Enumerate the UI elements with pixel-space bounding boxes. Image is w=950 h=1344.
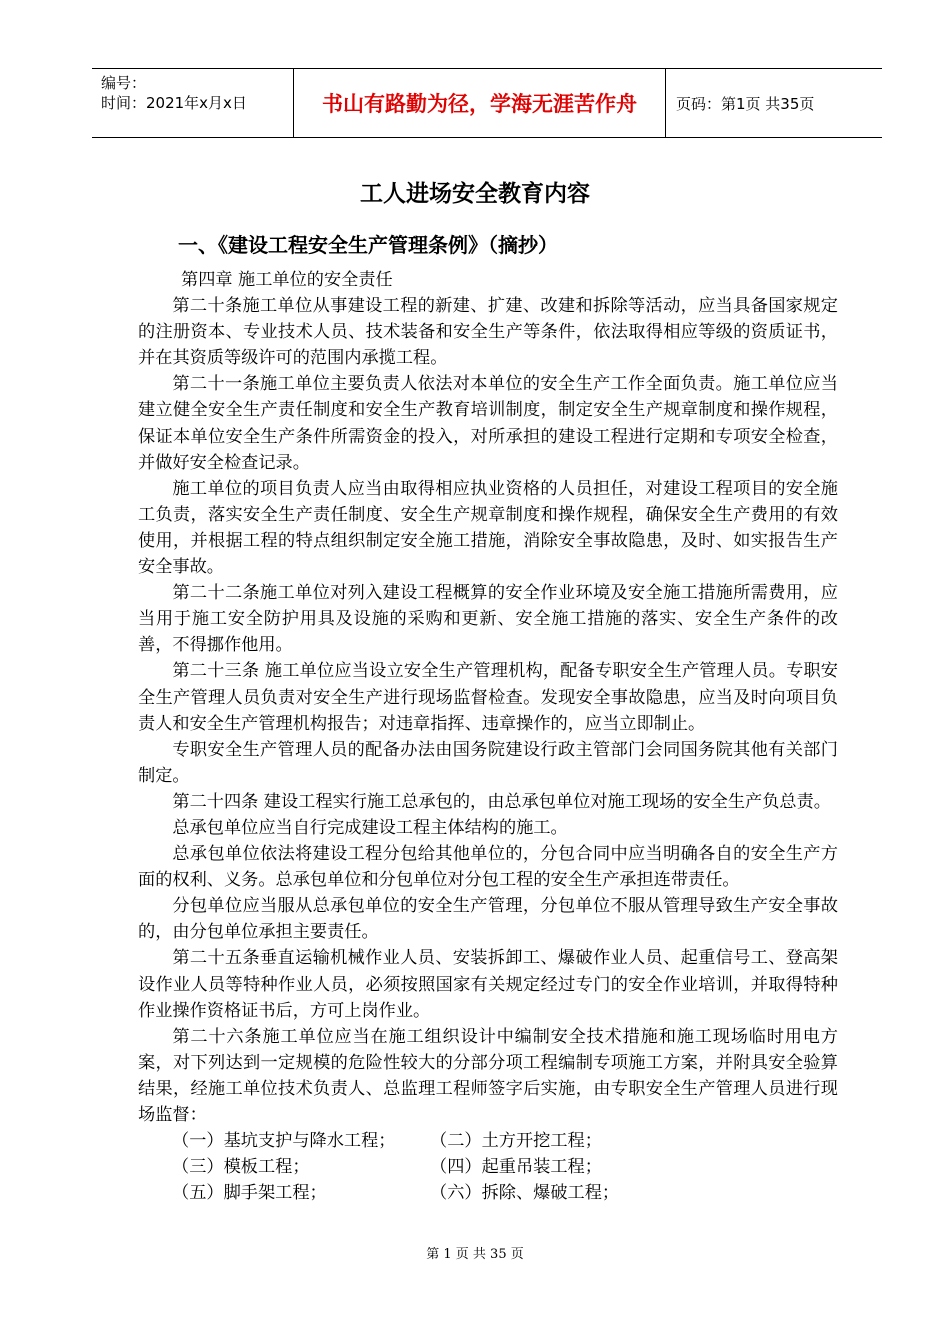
paragraph-article-21: 第二十一条施工单位主要负责人依法对本单位的安全生产工作全面负责。施工单位应当建立健全安全生产责任制度和安全生产教育培训制度，制定安全生产规章制度和操作规程，保证本单位安全生产条件所需资金的投入，对所承担的建设工程进行定期和专项安全检查，并做好安全检查记录。 — [138, 374, 838, 473]
list-item-4: （四）起重吊装工程； — [430, 1157, 602, 1178]
paragraph-article-24: 第二十四条 建设工程实行施工总承包的，由总承包单位对施工现场的安全生产负总责。 — [172, 791, 831, 812]
paragraph-project-leader: 施工单位的项目负责人应当由取得相应执业资格的人员担任，对建设工程项目的安全施工负责，落实安全生产责任制度、安全生产规章制度和操作规程，确保安全生产费用的有效使用，并根据工程的特点组织制定安全施工措施，消除安全事故隐患，及时、如实报告生产安全事故。 — [138, 478, 838, 578]
page-header — [92, 68, 882, 138]
list-item — [138, 1180, 838, 1206]
list-item-5: （五）脚手架工程； — [172, 1183, 327, 1204]
paragraph-article-25: 第二十五条垂直运输机械作业人员、安装拆卸工、爆破作业人员、起重信号工、登高架设作业人员等特种作业人员，必须按照国家有关规定经过专门的安全作业培训，并取得特种作业操作资格证书后，方可上岗作业。 — [138, 948, 838, 1021]
paragraph-subcontractor-duty: 分包单位应当服从总承包单位的安全生产管理，分包单位不服从管理导致生产安全事故的，由分包单位承担主要责任。 — [138, 896, 838, 943]
list-item-2: （二）土方开挖工程； — [430, 1131, 602, 1152]
paragraph-article-22: 第二十二条施工单位对列入建设工程概算的安全作业环境及安全施工措施所需费用，应当用于施工安全防护用具及设施的采购和更新、安全施工措施的落实、安全生产条件的改善，不得挪作他用。 — [138, 583, 838, 656]
paragraph-article-26: 第二十六条施工单位应当在施工组织设计中编制安全技术措施和施工现场临时用电方案，对下列达到一定规模的危险性较大的分部分项工程编制专项施工方案，并附具安全验算结果，经施工单位技术负责人、总监理工程师签字后实施，由专职安全生产管理人员进行现场监督： — [138, 1026, 838, 1125]
chapter-heading: 第四章 施工单位的安全责任 — [181, 270, 393, 290]
list-item-6: （六）拆除、爆破工程； — [430, 1183, 620, 1204]
list-item — [138, 1128, 838, 1154]
list-item-1: （一）基坑支护与降水工程； — [172, 1131, 396, 1152]
paragraph-staffing: 专职安全生产管理人员的配备办法由国务院建设行政主管部门会同国务院其他有关部门制定。 — [138, 739, 838, 786]
paragraph-subcontract: 总承包单位依法将建设工程分包给其他单位的，分包合同中应当明确各自的安全生产方面的权利、义务。总承包单位和分包单位对分包工程的安全生产承担连带责任。 — [138, 844, 838, 891]
paragraph-main-structure: 总承包单位应当自行完成建设工程主体结构的施工。 — [172, 817, 568, 838]
list-item-3: （三）模板工程； — [172, 1157, 310, 1178]
page-footer: 第 1 页 共 35 页 — [426, 1247, 524, 1262]
section-title: 一、《建设工程安全生产管理条例》（摘抄） — [178, 233, 558, 257]
paragraph-article-23: 第二十三条 施工单位应当设立安全生产管理机构，配备专职安全生产管理人员。专职安全生产管理人员负责对安全生产进行现场监督检查。发现安全事故隐患，应当及时向项目负责人和安全生产管理机构报告；对违章指挥、违章操作的，应当立即制止。 — [138, 661, 838, 734]
document-title: 工人进场安全教育内容 — [360, 181, 590, 207]
header-meta — [92, 69, 293, 137]
list-item — [138, 1154, 838, 1180]
header-page-info: 页码：第1页 共35页 — [676, 94, 815, 113]
document-body — [138, 267, 838, 1206]
document-number-label: 编号： — [101, 74, 147, 92]
document-time-label: 时间：2021年x月x日 — [101, 94, 247, 112]
paragraph-article-20: 第二十条施工单位从事建设工程的新建、扩建、改建和拆除等活动，应当具备国家规定的注册资本、专业技术人员、技术装备和安全生产等条件，依法取得相应等级的资质证书，并在其资质等级许可的范围内承揽工程。 — [138, 296, 838, 369]
header-motto: 书山有路勤为径，学海无涯苦作舟 — [293, 69, 666, 137]
